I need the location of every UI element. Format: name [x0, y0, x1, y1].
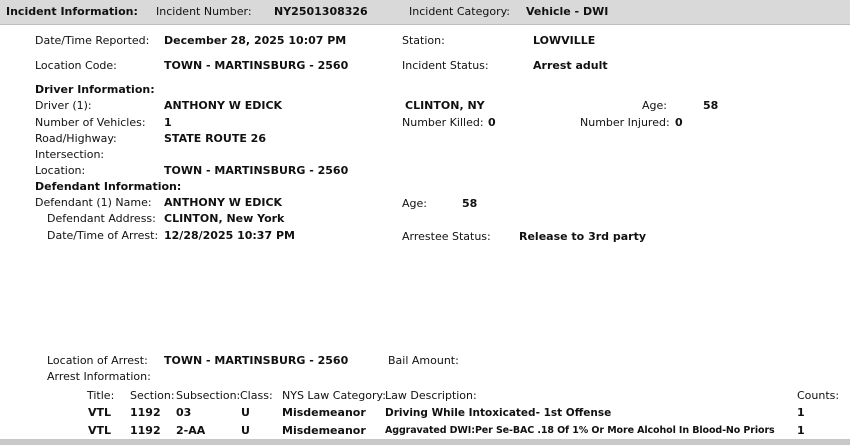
location-code-label: Location Code:	[35, 59, 117, 72]
column-header-section: Section:	[130, 389, 175, 402]
arrest-time-value: 12/28/2025 10:37 PM	[164, 229, 295, 242]
driver-age-value: 58	[703, 99, 719, 112]
column-header-class: Class:	[240, 389, 273, 402]
arrest-time-label: Date/Time of Arrest:	[47, 229, 159, 242]
incident-status-label: Incident Status:	[402, 59, 489, 72]
charge-law-description: Driving While Intoxicated- 1st Offense	[385, 407, 612, 419]
location-label: Location:	[35, 164, 86, 177]
incident-category-value: Vehicle - DWI	[526, 5, 609, 18]
arrest-information-label: Arrest Information:	[47, 370, 151, 383]
charge-section: 1192	[130, 406, 161, 419]
location-value: TOWN - MARTINSBURG - 2560	[164, 164, 349, 177]
column-header-counts: Counts:	[797, 389, 840, 402]
charge-title: VTL	[88, 406, 112, 419]
charge-counts: 1	[797, 424, 805, 437]
column-header-subsection: Subsection:	[176, 389, 241, 402]
defendant-address-label: Defendant Address:	[47, 212, 156, 225]
column-header-law-category: NYS Law Category:	[282, 389, 386, 402]
date-reported-label: Date/Time Reported:	[35, 34, 150, 47]
driver-information-heading: Driver Information:	[35, 83, 155, 96]
defendant-age-value: 58	[462, 197, 478, 210]
charge-law-description: Aggravated DWI:Per Se-BAC .18 Of 1% Or More Alcohol In Blood-No Priors	[385, 425, 775, 436]
driver-city-value: CLINTON, NY	[405, 99, 485, 112]
driver-label: Driver (1):	[35, 99, 92, 112]
road-highway-label: Road/Highway:	[35, 132, 117, 145]
defendant-name-label: Defendant (1) Name:	[35, 196, 152, 209]
charge-title: VTL	[88, 424, 112, 437]
charge-class: U	[241, 406, 250, 419]
arrest-location-value: TOWN - MARTINSBURG - 2560	[164, 354, 349, 367]
charge-subsection: 03	[176, 406, 192, 419]
bail-amount-label: Bail Amount:	[388, 354, 459, 367]
number-of-vehicles-label: Number of Vehicles:	[35, 116, 146, 129]
charge-subsection: 2-AA	[176, 424, 206, 437]
road-highway-value: STATE ROUTE 26	[164, 132, 266, 145]
number-injured-label: Number Injured:	[580, 116, 670, 129]
column-header-title: Title:	[87, 389, 115, 402]
defendant-information-heading: Defendant Information:	[35, 180, 182, 193]
charge-class: U	[241, 424, 250, 437]
incident-category-label: Incident Category:	[409, 5, 511, 18]
number-of-vehicles-value: 1	[164, 116, 172, 129]
charge-law-category: Misdemeanor	[282, 406, 366, 419]
charge-section: 1192	[130, 424, 161, 437]
arrestee-status-label: Arrestee Status:	[402, 230, 491, 243]
number-killed-label: Number Killed:	[402, 116, 484, 129]
defendant-name-value: ANTHONY W EDICK	[164, 196, 283, 209]
column-header-law-description: Law Description:	[385, 389, 477, 402]
number-injured-value: 0	[675, 116, 683, 129]
defendant-address-value: CLINTON, New York	[164, 212, 285, 225]
date-reported-value: December 28, 2025 10:07 PM	[164, 34, 347, 47]
arrest-location-label: Location of Arrest:	[47, 354, 148, 367]
arrestee-status-value: Release to 3rd party	[519, 230, 646, 243]
charge-counts: 1	[797, 406, 805, 419]
driver-age-label: Age:	[642, 99, 667, 112]
number-killed-value: 0	[488, 116, 496, 129]
page-bottom-bar	[0, 439, 850, 445]
incident-status-value: Arrest adult	[533, 59, 608, 72]
defendant-age-label: Age:	[402, 197, 427, 210]
station-value: LOWVILLE	[533, 34, 596, 47]
intersection-label: Intersection:	[35, 148, 105, 161]
incident-information-heading: Incident Information:	[6, 5, 138, 18]
incident-number-label: Incident Number:	[156, 5, 252, 18]
station-label: Station:	[402, 34, 445, 47]
location-code-value: TOWN - MARTINSBURG - 2560	[164, 59, 349, 72]
charge-law-category: Misdemeanor	[282, 424, 366, 437]
incident-number-value: NY2501308326	[274, 5, 368, 18]
driver-name-value: ANTHONY W EDICK	[164, 99, 283, 112]
